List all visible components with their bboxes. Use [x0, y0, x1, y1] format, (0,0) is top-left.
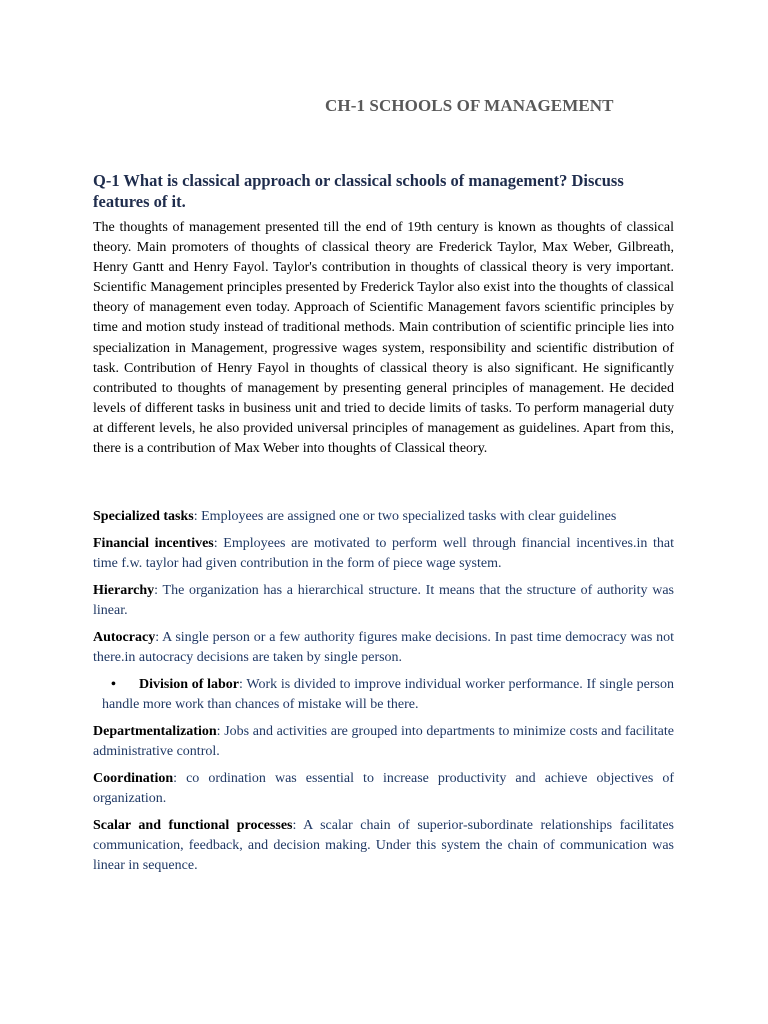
feature-text: Employees are assigned one or two specialized tasks with clear guidelines	[201, 509, 617, 524]
feature-text: Work is divided to improve individual worker performance. If single person handle more work than chances of mistake will be there.	[102, 677, 674, 712]
bullet-icon: •	[111, 677, 116, 692]
feature-separator: :	[173, 771, 187, 786]
question-heading: Q-1 What is classical approach or classical schools of management? Discuss features of it.	[93, 171, 624, 211]
feature-separator: :	[213, 536, 224, 551]
feature-text: A scalar chain of superior-subordinate relationships facilitates communication, feedback, and decision making. Under this system the chain of communication was linear in sequence.	[93, 818, 674, 873]
feature-departmentalization	[93, 722, 674, 762]
feature-term: Financial incentives	[93, 536, 214, 551]
feature-division-of-labor	[93, 675, 674, 715]
feature-term: Coordination	[93, 771, 174, 786]
feature-text: A single person or a few authority figures make decisions. In past time democracy was not there.in autocracy decisions are taken by single person.	[93, 630, 674, 665]
feature-coordination	[93, 769, 674, 809]
feature-term: Specialized tasks	[93, 509, 194, 524]
feature-separator: :	[155, 630, 163, 645]
feature-text: Jobs and activities are grouped into departments to minimize costs and facilitate administrative control.	[93, 724, 674, 759]
feature-text: The organization has a hierarchical structure. It means that the structure of authority was linear.	[93, 583, 675, 618]
feature-term: Division of labor	[139, 677, 240, 692]
feature-text: Employees are motivated to perform well through financial incentives.in that time f.w. taylor had given contribution in the form of piece wage system.	[93, 536, 674, 571]
features-list	[93, 507, 674, 883]
feature-financial-incentives	[93, 534, 674, 574]
feature-scalar-functional-processes	[93, 816, 674, 876]
feature-specialized-tasks	[93, 507, 674, 527]
feature-term: Scalar and functional processes	[93, 818, 293, 833]
feature-separator: :	[193, 509, 202, 524]
intro-paragraph: The thoughts of management presented till the end of 19th century is known as thoughts of classical theory. Main promoters of thoughts of classical theory are Frederick Taylor, Max Weber, Gilbreath, Henry Gantt and Henry Fayol. Taylor's contribution in thoughts of classical theory is very important. Scientific Management principles presented by Frederick Taylor also exist into the thoughts of classical theory of management even today. Approach of Scientific Management favors scientific principles by time and motion study instead of traditional methods. Main contribution of scientific principle lies into specialization in Management, progressive wages system, responsibility and scientific distribution of task. Contribution of Henry Fayol in thoughts of classical theory is also significant. He significantly contributed to thoughts of management by presenting general principles of management. He decided levels of different tasks in business unit and tried to decide limits of tasks. To perform managerial duty at different levels, he also provided universal principles of management as guidelines. Apart from this, there is a contribution of Max Weber into thoughts of Classical theory.	[93, 220, 674, 457]
feature-term: Autocracy	[93, 630, 156, 645]
feature-text: co ordination was essential to increase productivity and achieve objectives of organization.	[93, 771, 674, 806]
feature-separator: :	[239, 677, 247, 692]
feature-hierarchy	[93, 581, 674, 621]
feature-separator: :	[154, 583, 163, 598]
feature-term: Departmentalization	[93, 724, 217, 739]
feature-separator: :	[292, 818, 304, 833]
feature-autocracy	[93, 628, 674, 668]
feature-separator: :	[216, 724, 225, 739]
chapter-title: CH-1 SCHOOLS OF MANAGEMENT	[325, 96, 614, 115]
feature-term: Hierarchy	[93, 583, 155, 598]
